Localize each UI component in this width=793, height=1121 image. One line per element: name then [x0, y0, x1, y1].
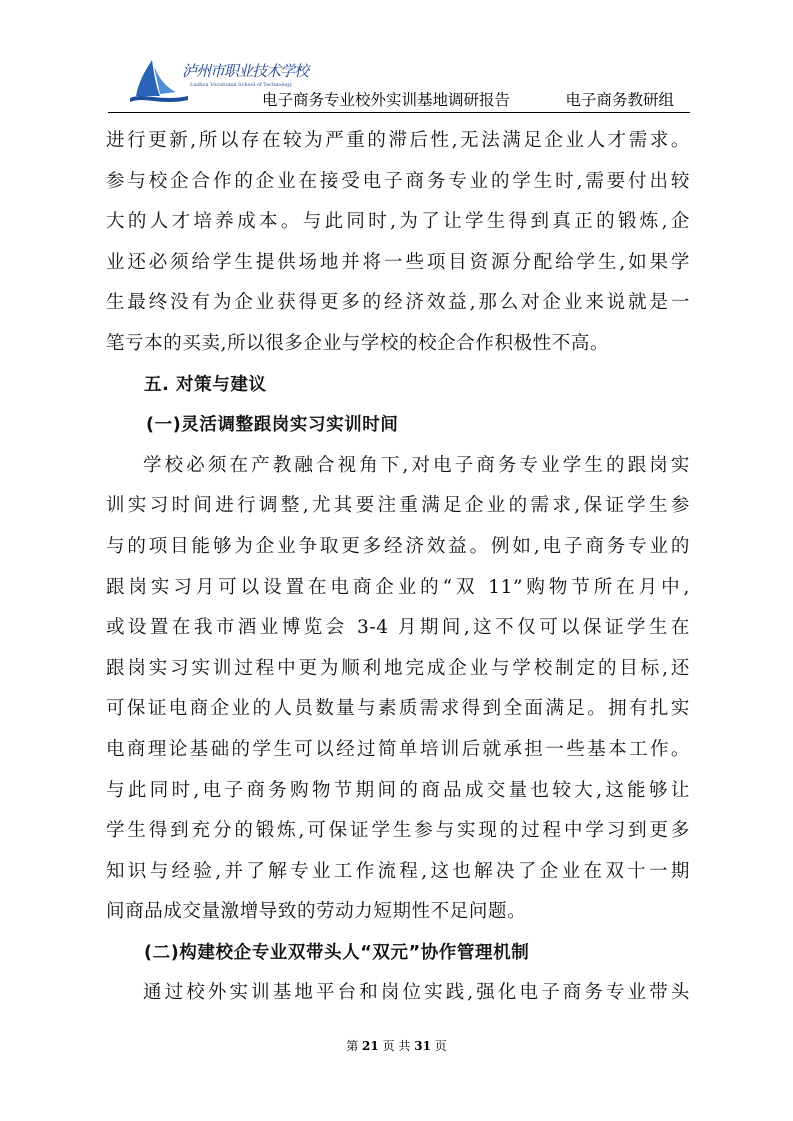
text-line: 笔亏本的买卖,所以很多企业与学校的校企合作积极性不高。: [106, 332, 610, 354]
footer-suffix: 页: [434, 1039, 447, 1053]
text-line: 大的人才培养成本。与此同时,为了让学生得到真正的锻炼,企: [106, 211, 690, 233]
text-line: 与此同时,电子商务购物节期间的商品成交量也较大,这能够让: [106, 779, 690, 801]
total-page-number: 31: [414, 1039, 431, 1053]
text-line: 生最终没有为企业获得更多的经济效益,那么对企业来说就是一: [106, 292, 690, 314]
report-title: 电子商务专业校外实训基地调研报告: [262, 91, 511, 109]
text-line: 进行更新,所以存在较为严重的滞后性,无法满足企业人才需求。: [106, 130, 690, 151]
text-line: 可保证电商企业的人员数量与素质需求得到全面满足。拥有扎实: [106, 698, 690, 720]
document-body: [106, 121, 690, 1014]
header-divider: [108, 112, 690, 113]
text-line: 知识与经验,并了解专业工作流程,这也解决了企业在双十一期: [106, 860, 690, 882]
text-line: 电商理论基础的学生可以经过简单培训后就承担一些基本工作。: [106, 738, 690, 760]
text-line: 参与校企合作的企业在接受电子商务专业的学生时,需要付出较: [106, 170, 690, 192]
text-line: 或设置在我市酒业博览会 3-4 月期间,这不仅可以保证学生在: [106, 617, 690, 639]
footer-middle: 页 共: [382, 1039, 411, 1053]
subsection-heading: (一)灵活调整跟岗实习实训时间: [146, 415, 399, 436]
logo-text: 泸州市职业技术学校: [182, 62, 309, 80]
current-page-number: 21: [362, 1039, 379, 1053]
section-heading: 五. 对策与建议: [144, 374, 267, 395]
logo-subtext: Luzhou Vocational School of Technology: [190, 82, 293, 88]
subsection-heading: (二)构建校企专业双带头人“双元”协作管理机制: [144, 942, 530, 963]
page-footer: [0, 1037, 793, 1054]
text-line: 跟岗实习月可以设置在电商企业的“双 11”购物节所在月中,: [106, 576, 690, 598]
text-line: 训实习时间进行调整,尤其要注重满足企业的需求,保证学生参: [106, 495, 690, 517]
text-line: 学校必须在产教融合视角下,对电子商务专业学生的跟岗实: [143, 454, 690, 476]
footer-prefix: 第: [346, 1039, 359, 1053]
text-line: 跟岗实习实训过程中更为顺利地完成企业与学校制定的目标,还: [106, 657, 690, 679]
school-logo: [130, 56, 309, 104]
text-line: 通过校外实训基地平台和岗位实践,强化电子商务专业带头: [143, 982, 690, 1004]
text-line: 间商品成交量激增导致的劳动力短期性不足问题。: [106, 901, 527, 923]
sail-logo-icon: [130, 56, 190, 104]
text-line: 与的项目能够为企业争取更多经济效益。例如,电子商务专业的: [106, 535, 690, 557]
text-line: 学生得到充分的锻炼,可保证学生参与实现的过程中学习到更多: [106, 820, 690, 842]
group-name: 电子商务教研组: [565, 91, 674, 109]
text-line: 业还必须给学生提供场地并将一些项目资源分配给学生,如果学: [106, 251, 690, 273]
page-header: [100, 52, 690, 114]
